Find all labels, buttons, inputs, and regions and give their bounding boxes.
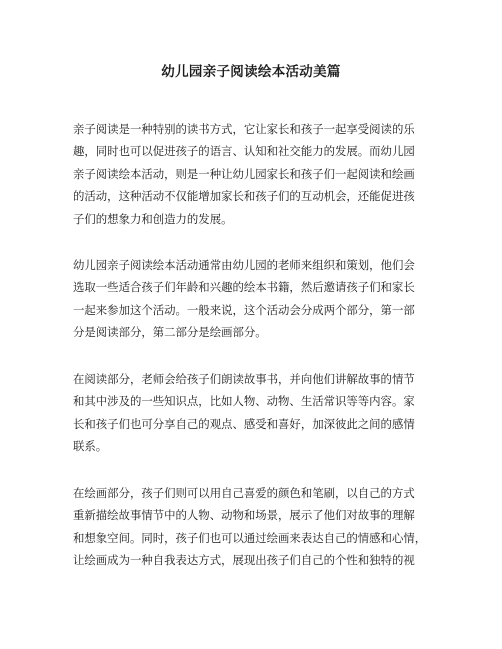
paragraph-line: 子们的想象力和创造力的发展。 xyxy=(73,211,233,226)
paragraph-2 xyxy=(73,254,433,344)
paragraph-line: 幼儿园亲子阅读绘本活动通常由幼儿园的老师来组织和策划，他们会 xyxy=(73,258,415,272)
paragraph-1 xyxy=(73,118,433,230)
paragraph-line: 亲子阅读绘本活动，则是一种让幼儿园家长和孩子们一起阅读和绘画 xyxy=(73,166,415,181)
paragraph-line: 分是阅读部分，第二部分是绘画部分。 xyxy=(73,325,267,340)
paragraph-line: 让绘画成为一种自我表达方式，展现出孩子们自己的个性和独特的视 xyxy=(73,553,415,568)
paragraph-line: 重新描绘故事情节中的人物、动物和场景，展示了他们对故事的理解 xyxy=(73,508,415,523)
paragraph-4 xyxy=(73,482,433,572)
paragraph-line: 亲子阅读是一种特别的读书方式，它让家长和孩子一起享受阅读的乐 xyxy=(73,122,415,136)
paragraph-line: 选取一些适合孩子们年龄和兴趣的绘本书籍，然后邀请孩子们和家长 xyxy=(73,280,415,295)
paragraph-line: 和其中涉及的一些知识点，比如人物、动物、生活常识等等内容。家 xyxy=(73,394,415,409)
paragraph-3 xyxy=(73,368,433,458)
paragraph-line: 的活动，这种活动不仅能增加家长和孩子们的互动机会，还能促进孩 xyxy=(73,189,415,204)
paragraph-line: 在绘画部分，孩子们则可以用自己喜爱的颜色和笔刷，以自己的方式 xyxy=(73,486,415,500)
paragraph-line: 联系。 xyxy=(73,439,108,454)
paragraph-line: 长和孩子们也可分享自己的观点、感受和喜好，加深彼此之间的感情 xyxy=(73,416,415,431)
paragraph-line: 趣，同时也可以促进孩子的语言、认知和社交能力的发展。而幼儿园 xyxy=(73,144,415,159)
paragraph-line: 在阅读部分，老师会给孩子们朗读故事书，并向他们讲解故事的情节 xyxy=(73,372,415,386)
paragraph-line: 和想象空间。同时，孩子们也可以通过绘画来表达自己的情感和心情， xyxy=(73,530,427,545)
paragraph-line: 一起来参加这个活动。一般来说，这个活动会分成两个部分，第一部 xyxy=(73,302,415,317)
document-title: 幼儿园亲子阅读绘本活动美篇 xyxy=(161,64,341,80)
